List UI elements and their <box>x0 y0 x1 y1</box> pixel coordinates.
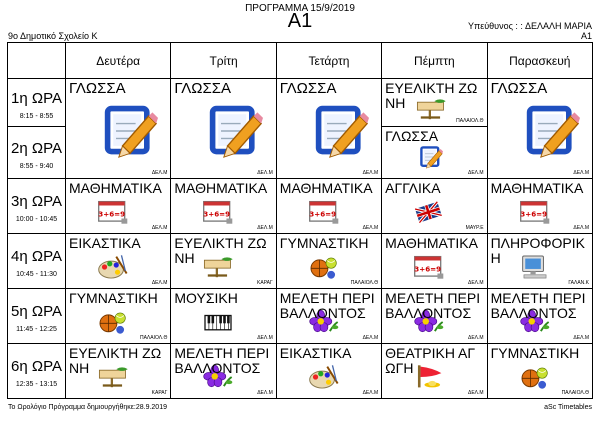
lesson-subject: ΜΑΘΗΜΑΤΙΚΑ <box>69 180 162 196</box>
lesson <box>277 79 381 178</box>
lesson-cell <box>171 179 276 234</box>
lesson-subject: ΘΕΑΤΡΙΚΗ ΑΓΩΓΗ <box>385 345 476 376</box>
lesson-cell <box>276 344 381 399</box>
period-cell <box>8 289 66 344</box>
notepad-pencil-icon <box>523 103 581 159</box>
lesson <box>277 234 381 288</box>
lesson-subject: ΜΕΛΕΤΗ ΠΕΡΙΒΑΛΛΟΝΤΟΣ <box>279 290 375 321</box>
lesson-subject: ΓΛΩΣΣΑ <box>385 128 439 144</box>
notepad-pencil-icon <box>414 145 448 169</box>
lesson <box>171 344 275 398</box>
lesson-teacher: ΔΕΛ.Μ <box>257 390 273 396</box>
piano-keys-icon <box>201 309 235 335</box>
lesson-cell <box>487 344 592 399</box>
lesson <box>382 79 486 126</box>
lesson-cell <box>487 289 592 344</box>
lesson-cell <box>487 179 592 234</box>
lesson <box>277 179 381 233</box>
period-time: 10:00 - 10:45 <box>15 216 58 223</box>
class-label-right: A1 <box>580 31 592 41</box>
lesson-cell <box>66 234 171 289</box>
lesson <box>382 234 486 288</box>
paint-palette-icon <box>307 364 341 390</box>
lesson-teacher: ΔΕΛ.Μ <box>573 335 589 341</box>
svg-text:3+6=9: 3+6=9 <box>98 209 126 219</box>
lesson <box>277 289 381 343</box>
math-board-icon <box>518 199 552 225</box>
lesson-cell <box>66 344 171 399</box>
svg-text:3+6=9: 3+6=9 <box>519 209 547 219</box>
day-header: Παρασκευή <box>487 43 592 79</box>
day-header: Τετάρτη <box>276 43 381 79</box>
lesson-teacher: ΔΕΛ.Μ <box>362 335 379 341</box>
day-header: Πέμπτη <box>382 43 487 79</box>
lesson-teacher: ΔΕΛ.Μ <box>151 225 168 231</box>
lesson-subject: ΜΑΘΗΜΑΤΙΚΑ <box>174 180 268 196</box>
sports-balls-icon <box>307 254 341 280</box>
lesson-cell <box>66 289 171 344</box>
footer-brand: aSc Timetables <box>544 404 592 411</box>
lesson-cell <box>171 289 276 344</box>
notepad-pencil-icon <box>101 103 159 159</box>
period-name: 2η ΩΡΑ <box>11 139 62 157</box>
lesson-cell <box>276 179 381 234</box>
lesson-cell <box>382 344 487 399</box>
lesson-cell <box>171 234 276 289</box>
lesson-teacher: ΔΕΛ.Μ <box>151 280 168 286</box>
period-cell <box>8 234 66 289</box>
lesson <box>382 289 486 343</box>
lesson-subject: ΓΛΩΣΣΑ <box>490 80 548 97</box>
lesson <box>171 179 275 233</box>
lesson <box>66 234 170 288</box>
period-time: 10:45 - 11:30 <box>16 271 57 278</box>
lesson <box>488 79 592 178</box>
period-time: 8:55 - 9:40 <box>19 162 54 170</box>
math-board-icon <box>412 254 446 280</box>
lesson-subject: ΕΥΕΛΙΚΤΗ ΖΩΝΗ <box>174 235 267 266</box>
lesson-cell <box>382 127 487 179</box>
lesson-subject: ΕΥΕΛΙΚΤΗ ΖΩΝΗ <box>385 80 478 111</box>
lesson <box>66 179 170 233</box>
day-header-row <box>8 43 593 79</box>
lesson-teacher: ΔΕΛ.Μ <box>573 170 589 176</box>
lesson-subject: ΓΛΩΣΣΑ <box>279 80 337 97</box>
footer-created-date: Το Ωρολόγιο Πρόγραμμα δημιουργήθηκε:28.9.2019 <box>8 404 167 411</box>
lesson-teacher: ΚΑΡΑΓ <box>257 280 273 286</box>
school-name: 9ο Δημοτικό Σχολείο Κ <box>8 31 98 41</box>
lesson-subject: ΜΟΥΣΙΚΗ <box>174 290 238 306</box>
period-time: 11:45 - 12:25 <box>16 326 57 333</box>
lesson <box>488 344 592 398</box>
lesson-cell <box>276 234 381 289</box>
lesson-cell <box>382 79 487 127</box>
lesson-teacher: ΔΕΛ.Μ <box>257 225 273 231</box>
lesson-cell <box>171 79 276 179</box>
lesson-subject: ΓΥΜΝΑΣΤΙΚΗ <box>490 345 580 361</box>
lesson-subject: ΜΑΘΗΜΑΤΙΚΑ <box>279 180 373 196</box>
lesson-subject: ΓΛΩΣΣΑ <box>174 80 232 97</box>
svg-text:3+6=9: 3+6=9 <box>203 209 231 219</box>
lesson-subject: ΕΙΚΑΣΤΙΚΑ <box>69 235 141 251</box>
lesson <box>66 344 170 398</box>
lesson <box>66 289 170 343</box>
lesson <box>382 179 486 233</box>
lesson-cell <box>382 289 487 344</box>
lesson-subject: ΕΥΕΛΙΚΤΗ ΖΩΝΗ <box>69 345 162 376</box>
lesson-subject: ΕΙΚΑΣΤΙΚΑ <box>279 345 352 361</box>
notepad-pencil-icon <box>312 103 370 159</box>
lesson-teacher: ΔΕΛ.Μ <box>467 335 484 341</box>
lesson <box>382 127 486 178</box>
math-board-icon <box>201 199 235 225</box>
lesson-teacher: ΔΕΛ.Μ <box>257 335 273 341</box>
lesson <box>171 234 275 288</box>
lesson-teacher: ΓΑΛΑΝ.Κ <box>568 280 589 286</box>
lesson-subject: ΓΥΜΝΑΣΤΙΚΗ <box>279 235 369 251</box>
lesson <box>488 234 592 288</box>
math-board-icon <box>96 199 130 225</box>
lesson-cell <box>66 79 171 179</box>
lesson <box>66 79 170 178</box>
svg-text:3+6=9: 3+6=9 <box>309 209 336 219</box>
lesson-teacher: ΔΕΛ.Μ <box>257 170 273 176</box>
lesson-teacher: ΔΕΛ.Μ <box>362 390 379 396</box>
responsible-teacher: Υπεύθυνος : : ΔΕΛΑΛΗ ΜΑΡΙΑ <box>468 21 592 31</box>
period-name: 1η ΩΡΑ <box>11 89 62 107</box>
lesson-teacher: ΔΕΛ.Μ <box>467 170 484 176</box>
program-title: ΠΡΟΓΡΑΜΜΑ 15/9/2019 <box>245 3 355 14</box>
lesson-teacher: ΠΑΛΑΙΟΛ.Θ <box>350 280 379 286</box>
period-time: 12:35 - 13:15 <box>15 381 58 388</box>
lesson-cell <box>66 179 171 234</box>
lesson-subject: ΓΥΜΝΑΣΤΙΚΗ <box>69 290 158 306</box>
period-cell <box>8 127 66 179</box>
lesson <box>488 289 592 343</box>
svg-text:3+6=9: 3+6=9 <box>414 264 442 274</box>
math-board-icon <box>307 199 341 225</box>
sports-balls-icon <box>518 364 552 390</box>
lesson <box>277 344 381 398</box>
corner-cell <box>8 43 66 79</box>
period-cell <box>8 344 66 399</box>
lesson-teacher: ΠΑΛΑΙΟΛ.Θ <box>561 390 589 396</box>
lesson-teacher: ΔΕΛ.Μ <box>467 390 484 396</box>
period-cell <box>8 79 66 127</box>
lesson-teacher: ΠΑΛΑΙΟΛ.Θ <box>456 118 484 124</box>
class-title: A1 <box>287 10 313 32</box>
lesson <box>488 179 592 233</box>
lesson <box>171 289 275 343</box>
period-time: 8:15 - 8:55 <box>19 112 54 120</box>
lesson-cell <box>276 79 381 179</box>
lesson-subject: ΜΕΛΕΤΗ ΠΕΡΙΒΑΛΛΟΝΤΟΣ <box>490 290 586 321</box>
period-name: 3η ΩΡΑ <box>11 193 62 210</box>
lesson-subject: ΓΛΩΣΣΑ <box>69 80 126 97</box>
lesson-subject: ΜΑΘΗΜΑΤΙΚΑ <box>385 235 478 251</box>
lesson-cell <box>171 344 276 399</box>
lesson-teacher: ΔΕΛ.Μ <box>573 225 589 231</box>
lesson-subject: ΑΓΓΛΙΚΑ <box>385 180 441 196</box>
timetable-grid <box>7 42 593 399</box>
uk-flag-icon <box>412 199 446 225</box>
lesson-subject: ΠΛΗΡΟΦΟΡΙΚΗ <box>490 235 585 266</box>
lesson <box>171 79 275 178</box>
lesson-cell <box>487 79 592 179</box>
lesson-cell <box>487 234 592 289</box>
lesson-cell <box>382 179 487 234</box>
lesson-subject: ΜΑΘΗΜΑΤΙΚΑ <box>490 180 584 196</box>
day-header: Δευτέρα <box>66 43 171 79</box>
sports-balls-icon <box>96 309 130 335</box>
lesson-teacher: ΔΕΛ.Μ <box>151 170 168 176</box>
lesson-teacher: ΔΕΛ.Μ <box>362 225 379 231</box>
period-cell <box>8 179 66 234</box>
lesson-teacher: ΔΕΛ.Μ <box>362 170 379 176</box>
lesson-teacher: ΜΑΥΡ.Ε <box>465 225 484 231</box>
notepad-pencil-icon <box>206 103 264 159</box>
paint-palette-icon <box>96 254 130 280</box>
lesson-cell <box>276 289 381 344</box>
lesson-teacher: ΠΑΛΑΙΟΛ.Θ <box>139 335 168 341</box>
period-name: 5η ΩΡΑ <box>11 303 62 320</box>
lesson-teacher: ΔΕΛ.Μ <box>467 280 484 286</box>
lesson-cell <box>382 234 487 289</box>
lesson <box>382 344 486 398</box>
lesson-subject: ΜΕΛΕΤΗ ΠΕΡΙΒΑΛΛΟΝΤΟΣ <box>174 345 270 376</box>
day-header: Τρίτη <box>171 43 276 79</box>
lesson-subject: ΜΕΛΕΤΗ ΠΕΡΙΒΑΛΛΟΝΤΟΣ <box>385 290 481 321</box>
period-name: 6η ΩΡΑ <box>11 358 62 375</box>
period-name: 4η ΩΡΑ <box>11 248 62 265</box>
lesson-teacher: ΚΑΡΑΓ <box>151 390 168 396</box>
